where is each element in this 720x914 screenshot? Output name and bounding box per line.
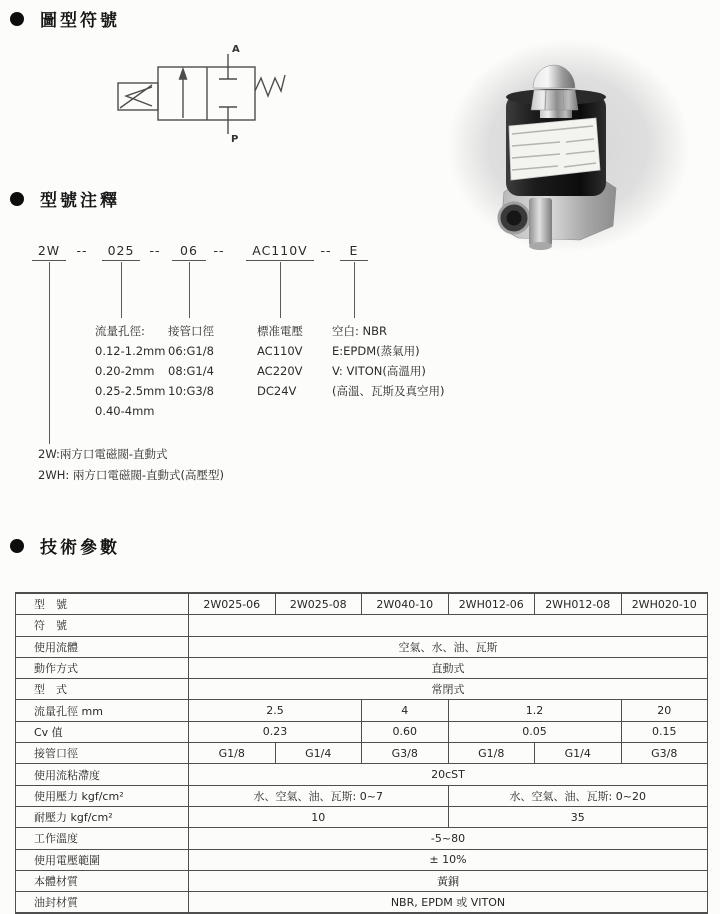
cell-value: G3/8 [362, 743, 449, 764]
table-row [16, 636, 708, 657]
section-title: 圖型符號 [40, 11, 120, 31]
table-row [16, 679, 708, 700]
row-label: 型 號 [16, 593, 189, 615]
row-label: 工作溫度 [16, 828, 189, 849]
legend-item: V: VITON(高溫用) [332, 364, 426, 378]
model-notes [38, 444, 224, 486]
row-label: 使用電壓範圍 [16, 849, 189, 870]
code-separator: -- [213, 243, 225, 258]
valve-port-bore [507, 211, 522, 226]
collar-washer [540, 110, 572, 118]
cell-value: NBR, EPDM 或 VITON [189, 892, 708, 914]
cell-value: 2WH020-10 [621, 593, 708, 615]
cell-value: ± 10% [189, 849, 708, 870]
code-segment: 2W [32, 243, 66, 261]
section-heading-symbol [10, 6, 120, 31]
solenoid-valve-photo [448, 30, 710, 272]
table-row [16, 870, 708, 891]
row-label: 符 號 [16, 615, 189, 636]
cell-value: 2W025-08 [275, 593, 362, 615]
row-label: 油封材質 [16, 892, 189, 914]
cell-value: 黃銅 [189, 870, 708, 891]
cell-value: 2W025-06 [189, 593, 276, 615]
legend-item: AC220V [257, 364, 303, 378]
table-row [16, 700, 708, 721]
annotation-line [189, 262, 190, 318]
row-label: 耐壓力 kgf/cm² [16, 806, 189, 827]
cell-value: 20cST [189, 764, 708, 785]
cell-value: 35 [448, 806, 708, 827]
cell-value: 2WH012-08 [535, 593, 622, 615]
bullet-icon [10, 192, 24, 206]
legend-heading: 接管口徑 [168, 324, 214, 338]
cell-value: 10 [189, 806, 449, 827]
row-label: 使用流粘滯度 [16, 764, 189, 785]
cell-value: 2.5 [189, 700, 362, 721]
model-note: 2W:兩方口電磁閥-直動式 [38, 447, 168, 461]
table-row [16, 892, 708, 914]
cell-value: 直動式 [189, 657, 708, 678]
cell-value: 20 [621, 700, 708, 721]
table-row [16, 849, 708, 870]
annotation-line [354, 262, 355, 318]
legend-item: 0.20-2mm [95, 364, 155, 378]
legend-item: 0.12-1.2mm [95, 344, 166, 358]
table-row [16, 764, 708, 785]
cell-value: G1/8 [448, 743, 535, 764]
legend-item: E:EPDM(蒸氣用) [332, 344, 420, 358]
code-segment: AC110V [246, 243, 314, 261]
cell-value: 2WH012-06 [448, 593, 535, 615]
cell-value: 0.05 [448, 721, 621, 742]
legend-item: 0.25-2.5mm [95, 384, 166, 398]
section-heading-specs [10, 533, 120, 558]
code-segment: 025 [102, 243, 140, 261]
cell-value: 0.15 [621, 721, 708, 742]
cell-value: 0.60 [362, 721, 449, 742]
cell-value: -5~80 [189, 828, 708, 849]
valve-schematic-diagram [100, 30, 310, 170]
cell-value: 1.2 [448, 700, 621, 721]
cell-value: 常閉式 [189, 679, 708, 700]
code-separator: -- [149, 243, 161, 258]
cell-value: G1/4 [535, 743, 622, 764]
table-row [16, 721, 708, 742]
legend-heading: 流量孔徑: [95, 324, 145, 338]
table-row [16, 806, 708, 827]
table-row [16, 615, 708, 636]
valve-pipe-stub [529, 198, 552, 246]
table-row [16, 593, 708, 615]
product-photo [448, 30, 710, 272]
legend-item: 06:G1/8 [168, 344, 214, 358]
legend-item: 10:G3/8 [168, 384, 214, 398]
annotation-line [121, 262, 122, 318]
cell-value: 2W040-10 [362, 593, 449, 615]
legend-item: DC24V [257, 384, 297, 398]
annotation-line [280, 262, 281, 318]
spring-symbol [255, 75, 285, 96]
table-row [16, 785, 708, 806]
cell-value: 水、空氣、油、瓦斯: 0~20 [448, 785, 708, 806]
flow-arrowhead [180, 69, 187, 79]
cell-value: G1/4 [275, 743, 362, 764]
legend-column [168, 321, 214, 401]
row-label: Cv 值 [16, 721, 189, 742]
cell-value: 4 [362, 700, 449, 721]
row-label: 使用壓力 kgf/cm² [16, 785, 189, 806]
legend-item: AC110V [257, 344, 303, 358]
cell-value: 0.23 [189, 721, 362, 742]
row-label: 型 式 [16, 679, 189, 700]
row-label: 動作方式 [16, 657, 189, 678]
row-label: 本體材質 [16, 870, 189, 891]
legend-column [257, 321, 303, 401]
code-segment: 06 [172, 243, 206, 261]
code-separator: -- [320, 243, 332, 258]
model-note: 2WH: 兩方口電磁閥-直動式(高壓型) [38, 468, 224, 482]
row-label: 使用流體 [16, 636, 189, 657]
legend-column [332, 321, 444, 401]
solenoid-chevron [126, 87, 152, 106]
legend-item: 08:G1/4 [168, 364, 214, 378]
legend-heading: 標准電壓 [257, 324, 303, 338]
legend-column [95, 321, 165, 421]
row-label: 接管口徑 [16, 743, 189, 764]
code-segment: E [340, 243, 368, 261]
cell-value: G3/8 [621, 743, 708, 764]
legend-heading: 空白: NBR [332, 324, 388, 338]
port-a-label: A [232, 44, 240, 55]
port-p-label: P [231, 134, 239, 145]
row-label: 流量孔徑 mm [16, 700, 189, 721]
pipe-stub-end [529, 242, 552, 250]
bullet-icon [10, 539, 24, 553]
cell-value: 水、空氣、油、瓦斯: 0~7 [189, 785, 449, 806]
cell-value: G1/8 [189, 743, 276, 764]
section-heading-model [10, 186, 120, 211]
code-separator: -- [76, 243, 88, 258]
cell-value: 空氣、水、油、瓦斯 [189, 636, 708, 657]
table-row [16, 828, 708, 849]
annotation-line [49, 262, 50, 444]
cell-value [189, 615, 708, 636]
section-title: 型號注釋 [40, 191, 120, 211]
legend-item: 0.40-4mm [95, 404, 155, 418]
table-row [16, 657, 708, 678]
dome-cap [533, 65, 575, 88]
table-row [16, 743, 708, 764]
spec-table [15, 592, 708, 914]
bullet-icon [10, 12, 24, 26]
legend-item: (高溫、瓦斯及真空用) [332, 384, 445, 398]
section-title: 技術參數 [40, 538, 120, 558]
hex-nut [531, 90, 578, 110]
